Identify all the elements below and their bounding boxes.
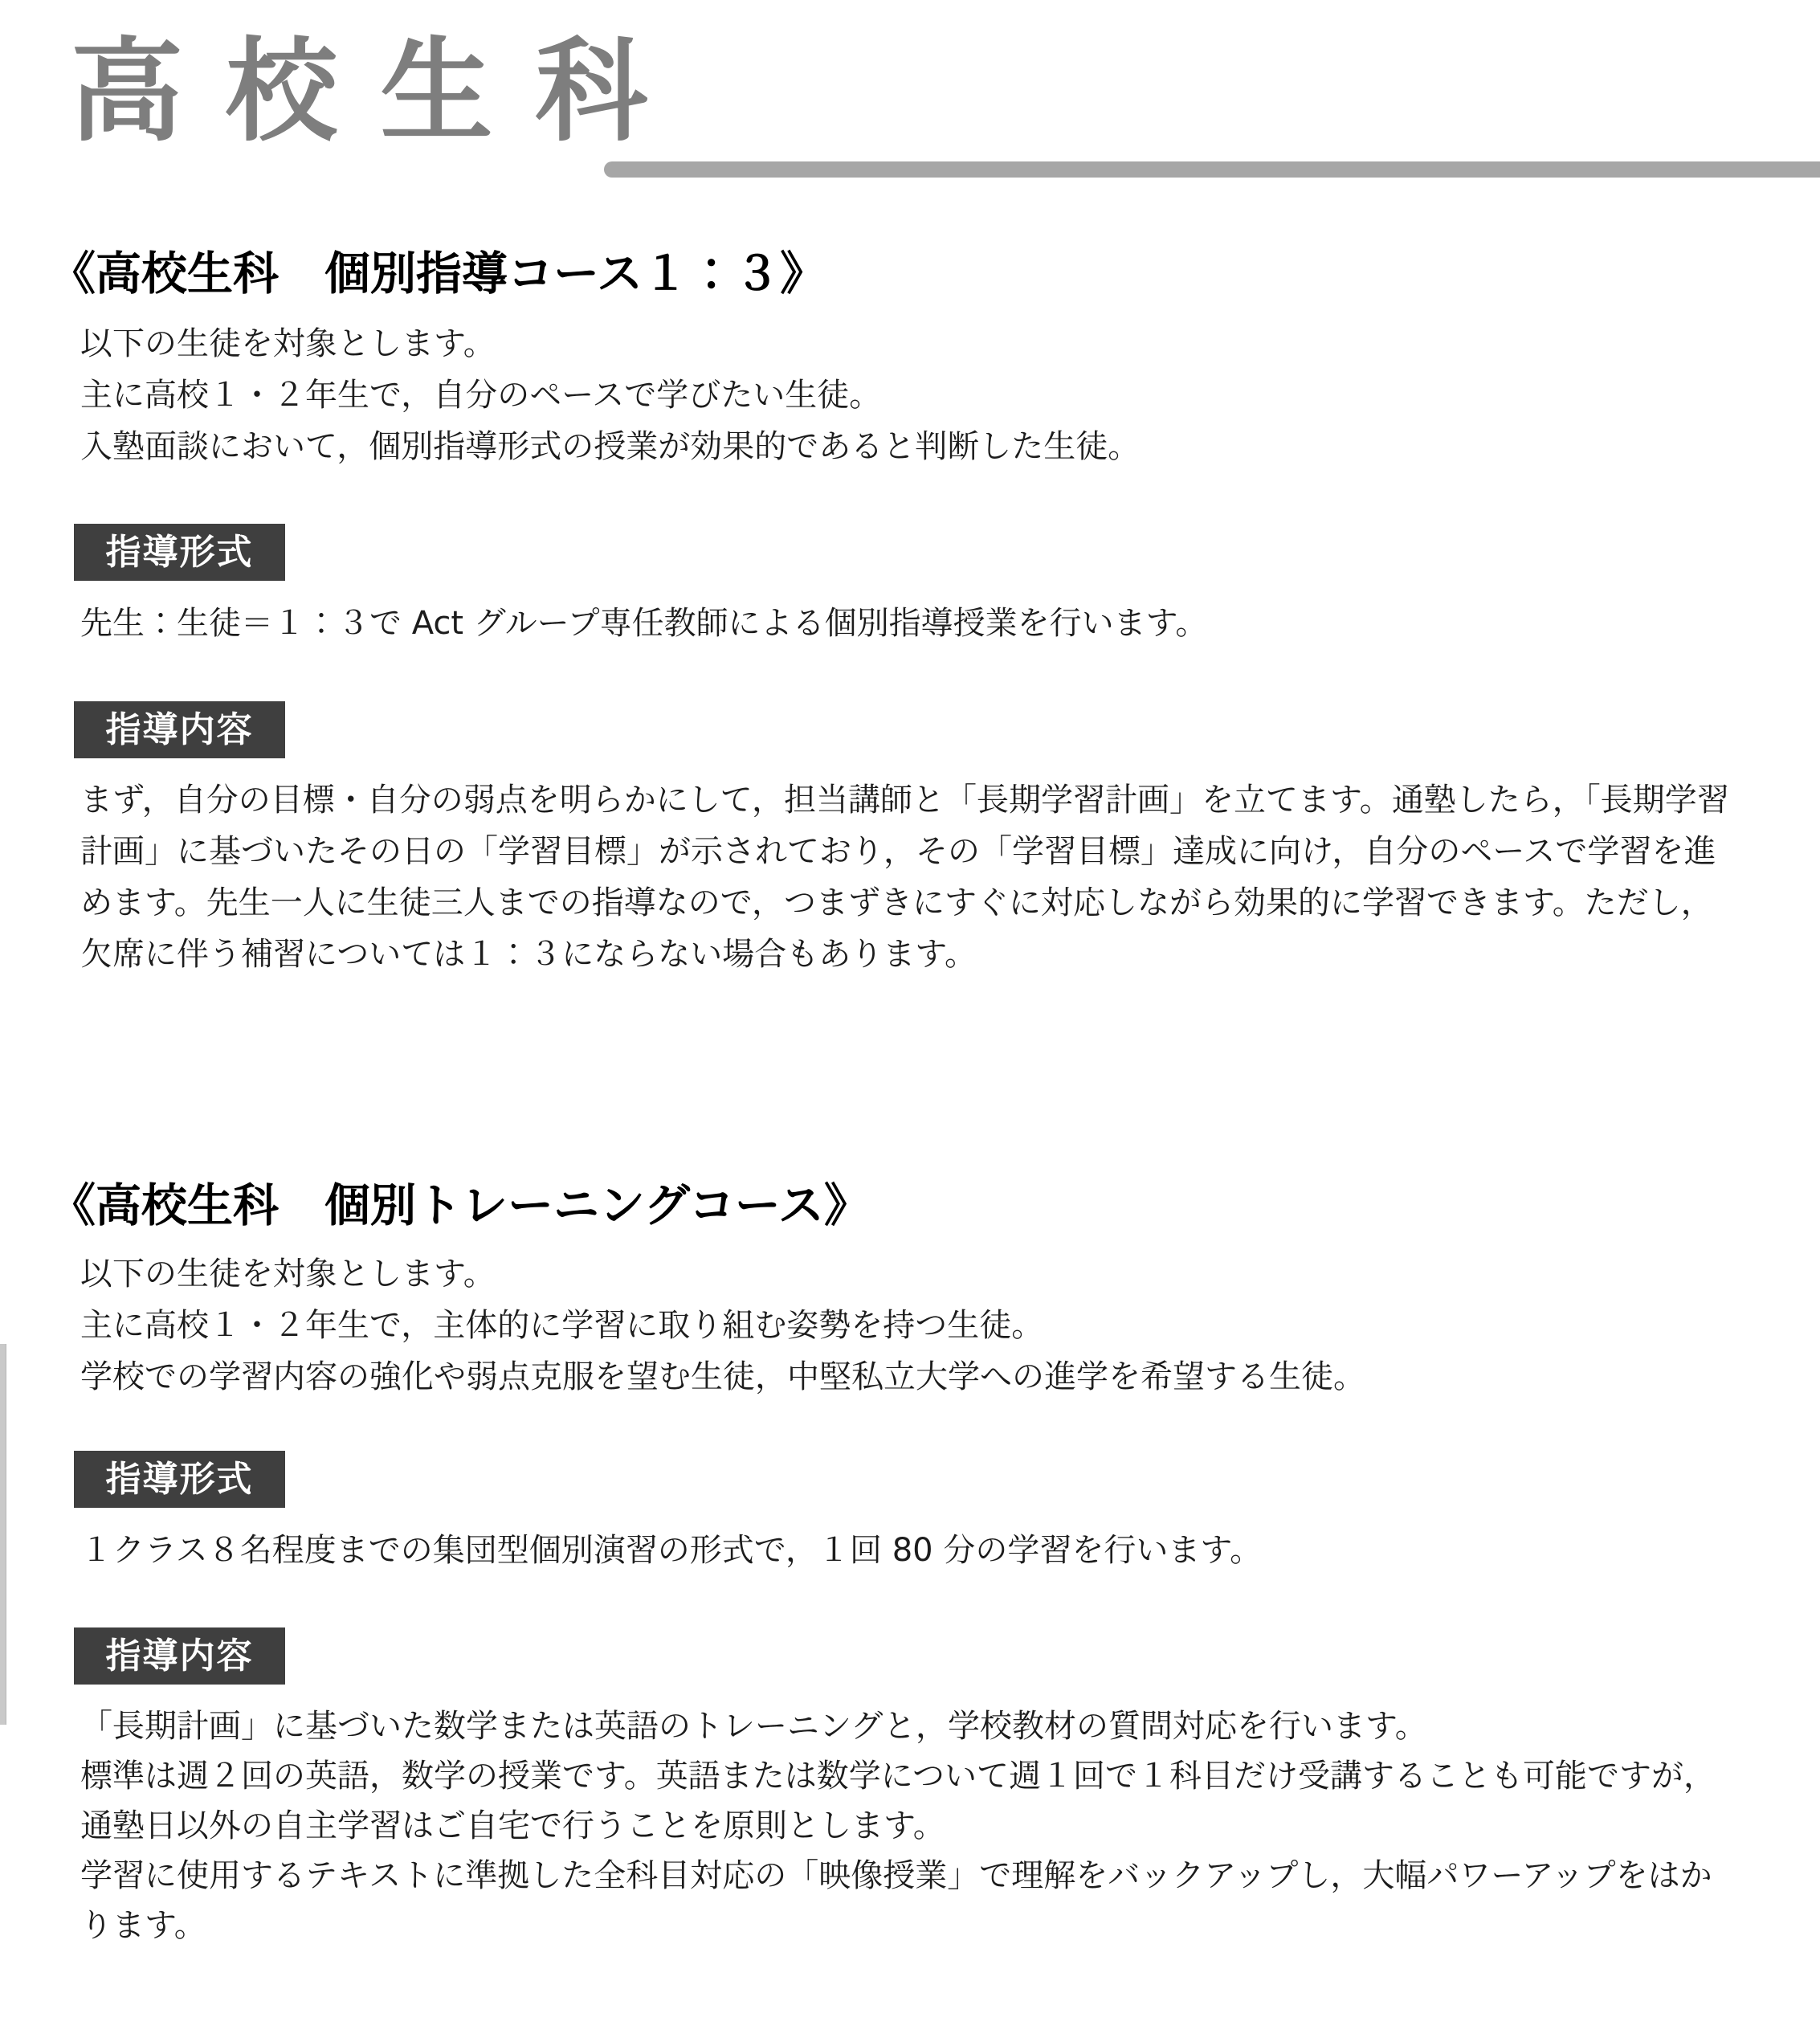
course-intro-text — [80, 318, 1140, 472]
teaching-content-label: 指導内容 — [74, 1627, 285, 1685]
title-underline-rule — [604, 161, 1820, 178]
intro-line: 主に高校１・２年生で，主体的に学習に取り組む姿勢を持つ生徒。 — [80, 1307, 1044, 1344]
content-line: めます。先生一人に生徒三人までの指導なので，つまずきにすぐに対応しながら効果的に学習できます。ただし， — [80, 884, 1713, 921]
teaching-content-text — [80, 774, 1729, 980]
content-line: 計画」に基づいたその日の「学習目標」が示されており，その「学習目標」達成に向け，自分のペースで学習を進 — [80, 833, 1716, 870]
course-heading-individual-training: 《高校生科 個別トレーニングコース》 — [50, 1179, 870, 1232]
teaching-format-label: 指導形式 — [74, 1451, 285, 1508]
content-line: ります。 — [80, 1907, 206, 1944]
page-title: 高 校 生 科 — [71, 27, 650, 157]
course-heading-individual-1-3: 《高校生科 個別指導コース１：３》 — [50, 247, 826, 300]
format-line: １クラス８名程度までの集団型個別演習の形式で，１回 80 分の学習を行います。 — [80, 1532, 1263, 1569]
course-intro-text — [80, 1248, 1365, 1403]
teaching-format-text — [80, 1525, 1262, 1576]
intro-line: 以下の生徒を対象とします。 — [80, 1256, 496, 1293]
teaching-format-label: 指導形式 — [74, 524, 285, 581]
intro-line: 以下の生徒を対象とします。 — [80, 325, 496, 362]
intro-line: 学校での学習内容の強化や弱点克服を望む生徒，中堅私立大学への進学を希望する生徒。 — [80, 1358, 1365, 1395]
content-line: 「長期計画」に基づいた数学または英語のトレーニングと，学校教材の質問対応を行います。 — [80, 1708, 1427, 1745]
content-line: 学習に使用するテキストに準拠した全科目対応の「映像授業」で理解をバックアップし，大幅パワーアップをはか — [80, 1857, 1712, 1894]
intro-line: 入塾面談において，個別指導形式の授業が効果的であると判断した生徒。 — [80, 428, 1141, 465]
teaching-format-text — [80, 598, 1207, 649]
format-line: 先生：生徒＝１：３で Act グループ専任教師による個別指導授業を行います。 — [80, 605, 1208, 642]
content-line: 標準は週２回の英語，数学の授業です。英語または数学について週１回で１科目だけ受講することも可能ですが， — [80, 1758, 1716, 1795]
teaching-content-text — [80, 1701, 1716, 1950]
content-line: 通塾日以外の自主学習はご自宅で行うことを原則とします。 — [80, 1807, 945, 1844]
intro-line: 主に高校１・２年生で，自分のペースで学びたい生徒。 — [80, 377, 882, 414]
content-line: まず，自分の目標・自分の弱点を明らかにして，担当講師と「長期学習計画」を立てます。通塾したら，「長期学習 — [80, 782, 1729, 819]
teaching-content-label: 指導内容 — [74, 701, 285, 758]
left-edge-artifact-bar — [0, 1344, 6, 1725]
content-line: 欠席に伴う補習については１：３にならない場合もあります。 — [80, 936, 977, 973]
